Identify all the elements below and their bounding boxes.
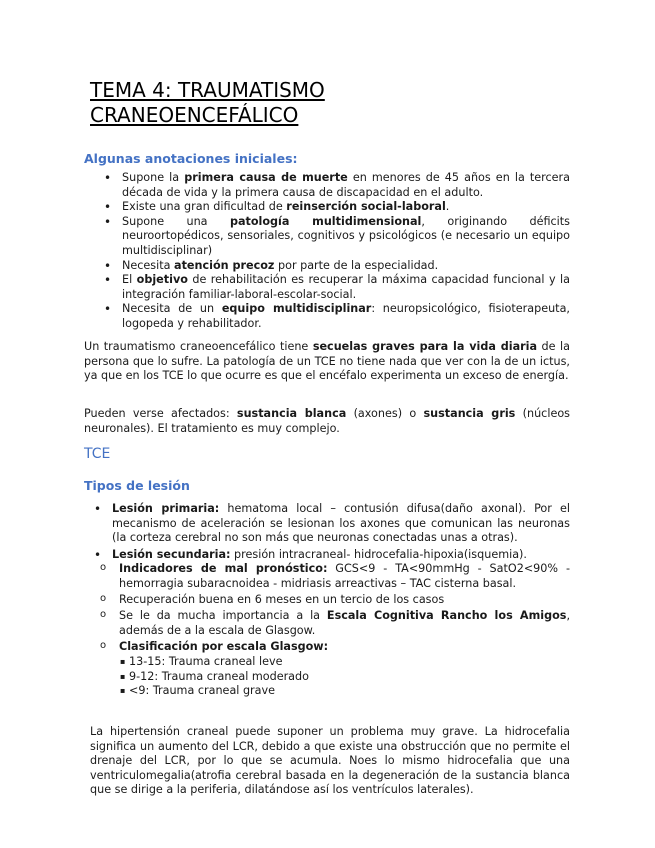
paragraph-afectados: Pueden verse afectados: sustancia blanca (axones) o sustancia gris (núcleos neuronales). El tratamiento es muy complejo.: [84, 407, 571, 435]
list-item: • Necesita atención precoz por parte de la especialidad.: [84, 259, 570, 274]
title-line-2: CRANEOENCEFÁLICO: [90, 103, 299, 127]
anotaciones-list-block: [84, 171, 570, 332]
glasgow-item: ▪ <9: Trauma craneal grave: [74, 684, 570, 699]
heading-tipos-lesion: Tipos de lesión: [84, 478, 190, 493]
paragraph-hipertension: La hipertensión craneal puede suponer un problema muy grave. La hidrocefalia significa un aumento del LCR, debido a que existe una obstrucción que no permite el drenaje del LCR, por lo que se acumula. Noes lo mismo hidrocefalia que una ventriculomegalia(atrofia cerebral basada en la degeneración de la sustancia blanca que se dirige a la periferia, dilatándose así los ventrículos laterales).: [90, 725, 570, 797]
list-item-lesion-secundaria: • Lesión secundaria: presión intracraneal- hidrocefalia-hipoxia(isquemia). o Indicadores de mal pronóstico: GCS<9 - TA<90mmHg - SatO2<90% - hemorragia subaracnoidea - midriasis arreactivas – TAC cisterna basal. o Recuperación buena en 6 meses en un tercio de los casos o Se le da mucha importancia a la Escala Cognitiva Rancho los Amigos, además de a la escala de Glasgow. o Clasificación por escala Glasgow: ▪ 13-15: Trauma craneal leve ▪ 9-12: Trauma craneal moderado ▪ <9: Trauma craneal grave: [74, 548, 570, 699]
section-heading-anotaciones: Algunas anotaciones iniciales:: [84, 151, 298, 166]
glasgow-item: ▪ 9-12: Trauma craneal moderado: [74, 670, 570, 685]
sublist-item-recuperacion: o Recuperación buena en 6 meses en un tercio de los casos: [74, 593, 570, 608]
sublist-item-indicadores: o Indicadores de mal pronóstico: GCS<9 - TA<90mmHg - SatO2<90% - hemorragia subaracnoidea - midriasis arreactivas – TAC cisterna basal.: [74, 562, 570, 591]
list-item: • El objetivo de rehabilitación es recuperar la máxima capacidad funcional y la integración familiar-laboral-escolar-social.: [84, 273, 570, 302]
list-item-lesion-primaria: • Lesión primaria: hematoma local – contusión difusa(daño axonal). Por el mecanismo de aceleración se lesionan los axones que comunican las neuronas (la corteza cerebral no son más que neuronas conectadas unas a otras).: [74, 502, 570, 546]
sublist-item-escala: o Se le da mucha importancia a la Escala Cognitiva Rancho los Amigos, además de a la escala de Glasgow.: [74, 609, 570, 638]
list-item: • Supone una patología multidimensional, originando déficits neuroortopédicos, sensoriales, cognitivos y psicológicos (e necesario un equipo multidisciplinar): [84, 215, 570, 259]
lesion-secundaria-sublist: [74, 562, 570, 698]
lesion-list: [74, 502, 570, 699]
list-item: • Supone la primera causa de muerte en menores de 45 años en la tercera década de vida y la primera causa de discapacidad en el adulto.: [84, 171, 570, 200]
glasgow-list: [74, 655, 570, 699]
lesion-list-block: [74, 502, 570, 699]
title-line-1: TEMA 4: TRAUMATISMO: [90, 78, 325, 102]
anotaciones-list: [84, 171, 570, 332]
list-item: • Necesita de un equipo multidisciplinar: neuropsicológico, fisioterapeuta, logopeda y rehabilitador.: [84, 302, 570, 331]
page-title: [90, 78, 570, 128]
list-item: • Existe una gran dificultad de reinserción social-laboral.: [84, 200, 570, 215]
paragraph-secuelas: Un traumatismo craneoencefálico tiene secuelas graves para la vida diaria de la persona que lo sufre. La patología de un TCE no tiene nada que ver con la de un ictus, ya que en los TCE lo que ocurre es que el encéfalo experimenta un exceso de energía.: [84, 340, 571, 383]
heading-tce: TCE: [84, 446, 111, 462]
glasgow-item: ▪ 13-15: Trauma craneal leve: [74, 655, 570, 670]
sublist-item-clasificacion: o Clasificación por escala Glasgow: ▪ 13-15: Trauma craneal leve ▪ 9-12: Trauma craneal moderado ▪ <9: Trauma craneal grave: [74, 640, 570, 698]
